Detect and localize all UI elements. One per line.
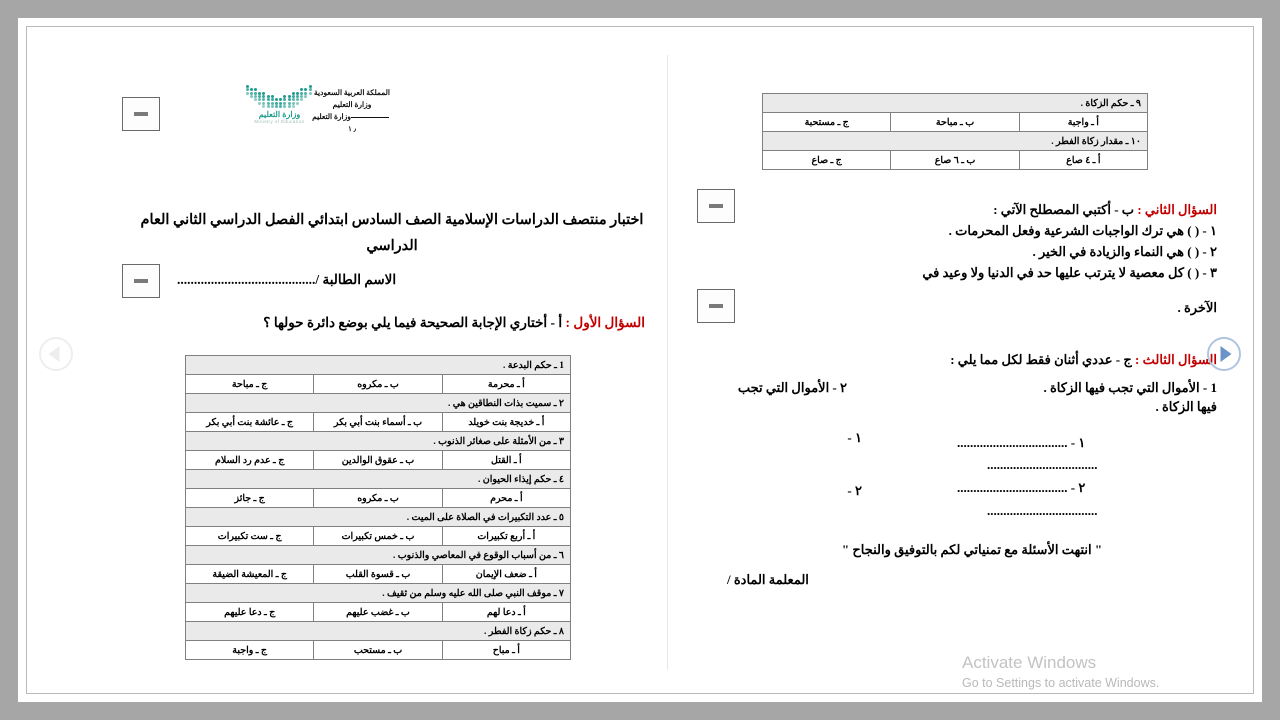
mcq-option-cell[interactable]: أ ـ خديجة بنت خويلد <box>442 413 570 432</box>
answer-blank-1b: .................................. <box>987 457 1098 472</box>
mcq-stem-row <box>186 394 571 413</box>
mcq-stem-row <box>186 508 571 527</box>
mcq-stem-row <box>763 132 1148 151</box>
question-three-item-two-line-a: ٢ - الأموال التي تجب <box>737 380 847 395</box>
mcq-stem-row <box>186 584 571 603</box>
slide-canvas <box>26 26 1254 694</box>
broken-image-placeholder-2 <box>122 264 160 298</box>
side-answer-number-2: ٢ - <box>847 483 862 498</box>
document-header <box>292 87 412 135</box>
question-three-text: ج - عددي أثنان فقط لكل مما يلي : <box>950 352 1132 367</box>
answer-number-2: ٢ - <box>1070 480 1086 495</box>
logo-arabic-text: وزارة التعليم <box>258 110 301 119</box>
mcq-option-cell[interactable]: ج ـ ست تكبيرات <box>186 527 314 546</box>
mcq-option-cell[interactable]: ب ـ خمس تكبيرات <box>314 527 442 546</box>
mcq-option-cell[interactable]: أ ـ القتل <box>442 451 570 470</box>
mcq-options-row <box>186 489 571 508</box>
answer-number-1: ١ - <box>1070 435 1086 450</box>
question-three-item-one <box>787 377 1217 399</box>
question-one-label: السؤال الأول : <box>565 315 645 330</box>
closing-message: " انتهت الأسئلة مع تمنياتي لكم بالتوفيق والنجاح " <box>841 542 1103 557</box>
header-department: وزارة التعليم <box>292 111 412 123</box>
answer-blank-2b: .................................. <box>987 503 1098 518</box>
watermark-subtitle: Go to Settings to activate Windows. <box>962 676 1160 690</box>
mcq-option-cell[interactable]: ج ـ المعيشة الضيقة <box>186 565 314 584</box>
mcq-table-right-element <box>762 93 1148 170</box>
mcq-option-cell[interactable]: ب ـ قسوة القلب <box>314 565 442 584</box>
previous-slide-button[interactable] <box>39 337 73 371</box>
question-two-text: ب - أكتبي المصطلح الآتي : <box>993 202 1135 217</box>
mcq-question-stem: ٣ ـ من الأمثلة على صغائر الذنوب . <box>186 432 571 451</box>
mcq-option-cell[interactable]: ب ـ غضب عليهم <box>314 603 442 622</box>
mcq-options-row <box>186 603 571 622</box>
mcq-options-row <box>763 151 1148 170</box>
mcq-stem-row <box>186 470 571 489</box>
header-kingdom: المملكة العربية السعودية <box>314 88 390 97</box>
logo-english-text: Ministry of Education <box>254 119 305 124</box>
mcq-options-row <box>186 451 571 470</box>
mcq-option-cell[interactable]: ج ـ عائشة بنت أبي بكر <box>186 413 314 432</box>
answer-dots-1a: .................................. <box>957 435 1068 450</box>
mcq-question-stem: ٢ ـ سميت بذات النطاقين هي . <box>186 394 571 413</box>
mcq-option-cell[interactable]: أ ـ ٤ صاع <box>1019 151 1147 170</box>
header-rule <box>351 117 389 118</box>
mcq-question-stem: ٤ ـ حكم إيذاء الحيوان . <box>186 470 571 489</box>
broken-image-placeholder-1 <box>122 97 160 131</box>
question-two-item-2: ٢ - ( ) هي النماء والزيادة في الخير . <box>1032 244 1217 259</box>
answer-blank-2a <box>957 480 1212 496</box>
document-page <box>27 27 1253 693</box>
mcq-option-cell[interactable]: ج ـ مستحبة <box>763 113 891 132</box>
mcq-option-cell[interactable]: ب ـ أسماء بنت أبي بكر <box>314 413 442 432</box>
question-three-label: السؤال الثالث : <box>1135 352 1217 367</box>
mcq-options-row <box>186 375 571 394</box>
question-two-item-3: ٣ - ( ) كل معصية لا يترتب عليها حد في الدنيا ولا وعيد في <box>922 265 1217 280</box>
mcq-options-row <box>186 527 571 546</box>
question-three-heading <box>727 349 1217 371</box>
mcq-option-cell[interactable]: ج ـ واجبة <box>186 641 314 660</box>
mcq-stem-row <box>186 432 571 451</box>
mcq-option-cell[interactable]: ب ـ مستحب <box>314 641 442 660</box>
question-three-item-two-line-b: فيها الزكاة . <box>1155 399 1217 414</box>
chevron-left-icon <box>49 346 60 362</box>
mcq-stem-row <box>186 356 571 375</box>
mcq-question-stem: 1 ـ حكم البدعة . <box>186 356 571 375</box>
column-divider <box>667 55 668 670</box>
question-one-heading <box>185 315 645 331</box>
question-two-block <box>727 199 1217 283</box>
mcq-option-cell[interactable]: ج ـ مباحة <box>186 375 314 394</box>
mcq-option-cell[interactable]: ب ـ مكروه <box>314 375 442 394</box>
mcq-options-row <box>186 641 571 660</box>
windows-activation-watermark <box>962 652 1262 692</box>
next-slide-button[interactable] <box>1207 337 1241 371</box>
mcq-question-stem: ٦ ـ من أسباب الوقوع في المعاصي والذنوب . <box>186 546 571 565</box>
question-two-label: السؤال الثاني : <box>1137 202 1217 217</box>
student-name-field: الاسم الطالبة /......................................... <box>177 272 397 287</box>
mcq-option-cell[interactable]: أ ـ واجبة <box>1019 113 1147 132</box>
answer-dots-2a: .................................. <box>957 480 1068 495</box>
side-answer-number-1: ١ - <box>847 430 862 445</box>
mcq-question-stem: ٩ ـ حكم الزكاة . <box>763 94 1148 113</box>
mcq-table-right <box>762 93 1148 170</box>
mcq-table-left <box>185 355 571 660</box>
mcq-table-left-element <box>185 355 571 660</box>
question-one-text: أ - أختاري الإجابة الصحيحة فيما يلي بوضع دائرة حولها ؟ <box>263 315 563 330</box>
mcq-option-cell[interactable]: أ ـ أربع تكبيرات <box>442 527 570 546</box>
chevron-right-icon <box>1221 346 1232 362</box>
mcq-stem-row <box>763 94 1148 113</box>
mcq-stem-row <box>186 622 571 641</box>
mcq-option-cell[interactable]: ج ـ دعا عليهم <box>186 603 314 622</box>
question-three-item-two <box>727 377 847 399</box>
mcq-question-stem: ٥ ـ عدد التكبيرات في الصلاة على الميت . <box>186 508 571 527</box>
mcq-option-cell[interactable]: ج ـ عدم رد السلام <box>186 451 314 470</box>
mcq-options-row <box>186 413 571 432</box>
teacher-signature-line: المعلمة المادة / <box>727 572 809 587</box>
question-two-heading <box>727 199 1217 220</box>
mcq-question-stem: ٧ ـ موقف النبي صلى الله عليه وسلم من ثقيف . <box>186 584 571 603</box>
question-two-tail: الآخرة . <box>1177 300 1217 315</box>
page-title: اختبار منتصف الدراسات الإسلامية الصف السادس ابتدائي الفصل الدراسي الثاني العام الدراسي <box>140 212 644 254</box>
mcq-option-cell[interactable]: ب ـ مكروه <box>314 489 442 508</box>
header-dots: ٫ ١ <box>348 125 356 133</box>
mcq-options-row <box>763 113 1148 132</box>
mcq-option-cell[interactable]: ج ـ جائز <box>186 489 314 508</box>
header-ministry: وزارة التعليم <box>332 100 372 109</box>
mcq-option-cell[interactable]: ب ـ ٦ صاع <box>891 151 1019 170</box>
mcq-option-cell[interactable]: أ ـ دعا لهم <box>442 603 570 622</box>
mcq-option-cell[interactable]: أ ـ محرمة <box>442 375 570 394</box>
mcq-option-cell[interactable]: أ ـ محرم <box>442 489 570 508</box>
mcq-option-cell[interactable]: ج ـ صاع <box>763 151 891 170</box>
mcq-option-cell[interactable]: ب ـ عقوق الوالدين <box>314 451 442 470</box>
mcq-stem-row <box>186 546 571 565</box>
answer-blank-1a <box>957 435 1212 451</box>
mcq-option-cell[interactable]: أ ـ ضعف الإيمان <box>442 565 570 584</box>
question-two-item-1: ١ - ( ) هي ترك الواجبات الشرعية وفعل المحرمات . <box>948 223 1217 238</box>
watermark-title: Activate Windows <box>962 653 1097 672</box>
mcq-options-row <box>186 565 571 584</box>
mcq-question-stem: ٨ ـ حكم زكاة الفطر . <box>186 622 571 641</box>
mcq-option-cell[interactable]: ب ـ مباحة <box>891 113 1019 132</box>
question-three-item-one-text: 1 - الأموال التي تجب فيها الزكاة . <box>1043 380 1217 395</box>
mcq-option-cell[interactable]: أ ـ مباح <box>442 641 570 660</box>
mcq-question-stem: ١٠ ـ مقدار زكاة الفطر . <box>763 132 1148 151</box>
